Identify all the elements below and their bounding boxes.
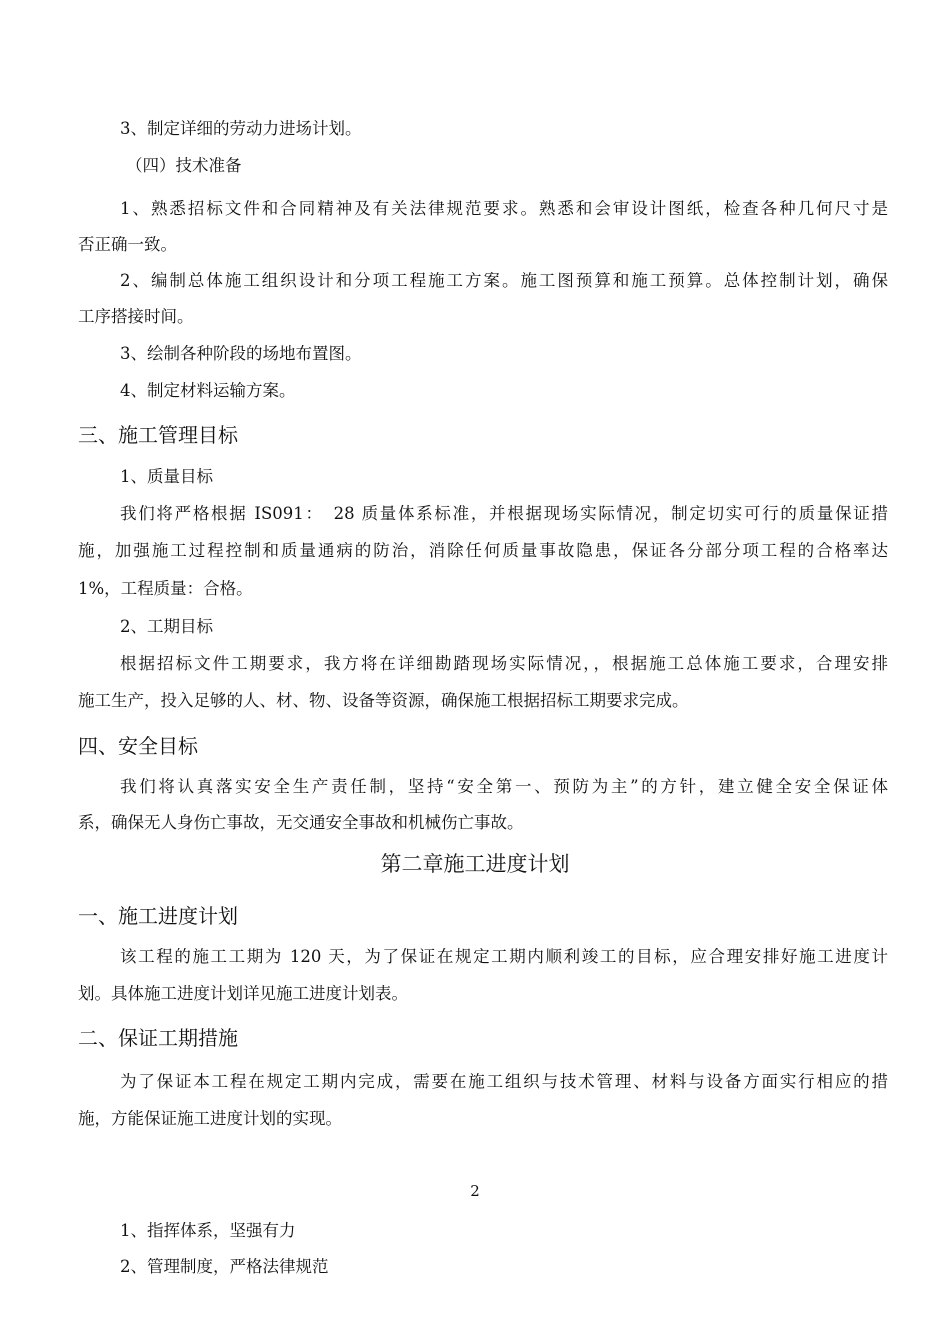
paragraph-line: 2、编制总体施工组织设计和分项工程施工方案。施工图预算和施工预算。总体控制计划，确保 xyxy=(120,271,888,290)
paragraph-line: 4、制定材料运输方案。 xyxy=(120,381,296,400)
paragraph-line: 施，加强施工过程控制和质量通病的防治，消除任何质量事故隐患，保证各分部分项工程的合格率达 xyxy=(78,541,888,560)
paragraph-line: 系，确保无人身伤亡事故，无交通安全事故和机械伤亡事故。 xyxy=(78,813,524,832)
paragraph-labor-plan: 3、制定详细的劳动力进场计划。 xyxy=(120,119,362,138)
section-heading: 一、施工进度计划 xyxy=(78,904,238,928)
paragraph-line: 为了保证本工程在规定工期内完成，需要在施工组织与技术管理、材料与设备方面实行相应的措 xyxy=(120,1072,888,1091)
paragraph-line: 施工生产，投入足够的人、材、物、设备等资源，确保施工根据招标工期要求完成。 xyxy=(78,691,689,710)
subsection-heading-technical-prep: （四）技术准备 xyxy=(126,156,242,175)
section-heading: 二、保证工期措施 xyxy=(78,1026,238,1050)
list-item: 1、指挥体系，坚强有力 xyxy=(120,1221,296,1240)
paragraph-line: 我们将严格根据 IS091： 28 质量体系标准，并根据现场实际情况，制定切实可行的质量保证措 xyxy=(120,504,888,523)
subheading: 1、质量目标 xyxy=(120,467,213,486)
subheading: 2、工期目标 xyxy=(120,617,213,636)
paragraph-line: 我们将认真落实安全生产责任制，坚持“安全第一、预防为主”的方针，建立健全安全保证体 xyxy=(120,777,888,796)
paragraph-line: 根据招标文件工期要求，我方将在详细勘踏现场实际情况，，根据施工总体施工要求，合理安排 xyxy=(120,654,888,673)
chapter-title: 第二章施工进度计划 xyxy=(380,852,570,876)
paragraph-line: 1%，工程质量：合格。 xyxy=(78,579,253,598)
page-number: 2 xyxy=(470,1182,480,1200)
list-item: 2、管理制度，严格法律规范 xyxy=(120,1257,329,1276)
paragraph-line: 划。具体施工进度计划详见施工进度计划表。 xyxy=(78,984,408,1003)
paragraph-line: 1、熟悉招标文件和合同精神及有关法律规范要求。熟悉和会审设计图纸，检查各种几何尺寸是 xyxy=(120,199,888,218)
paragraph-line: 否正确一致。 xyxy=(78,235,177,254)
paragraph-line: 施，方能保证施工进度计划的实现。 xyxy=(78,1109,342,1128)
section-heading: 四、安全目标 xyxy=(78,734,198,758)
paragraph-line: 该工程的施工工期为 120 天，为了保证在规定工期内顺利竣工的目标，应合理安排好施工进度计 xyxy=(120,947,888,966)
paragraph-line: 工序搭接时间。 xyxy=(78,307,194,326)
section-heading: 三、施工管理目标 xyxy=(78,423,238,447)
paragraph-line: 3、绘制各种阶段的场地布置图。 xyxy=(120,344,362,363)
